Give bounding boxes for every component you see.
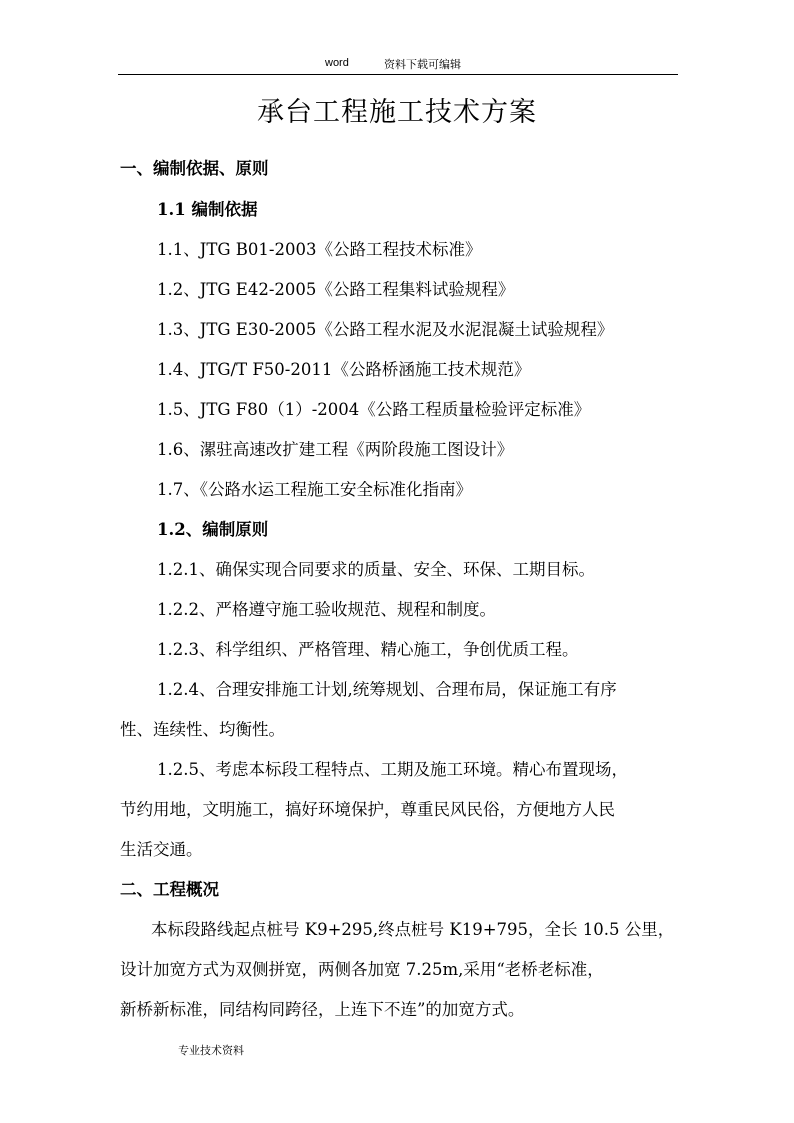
basis-item: 1.5、JTG F80（1）-2004《公路工程质量检验评定标准》: [157, 400, 591, 419]
basis-item: 1.7、《公路水运工程施工安全标准化指南》: [157, 480, 472, 499]
principle-item: 1.2.1、确保实现合同要求的质量、安全、环保、工期目标。: [157, 560, 595, 579]
principle-item-continued: 性、连续性、均衡性。: [120, 720, 285, 739]
principle-item-continued: 生活交通。: [120, 840, 203, 859]
section-heading-2: 二、工程概况: [120, 880, 219, 899]
principle-item: 1.2.3、科学组织、严格管理、精心施工，争创优质工程。: [157, 640, 579, 659]
page-footer: 专业技术资料: [178, 1044, 244, 1057]
overview-paragraph-line: 本标段路线起点桩号 K9+295,终点桩号 K19+795，全长 10.5 公里，: [151, 920, 675, 939]
header-divider: [118, 74, 678, 75]
principle-item-continued: 节约用地，文明施工，搞好环境保护，尊重民风民俗，方便地方人民: [120, 800, 615, 819]
principle-item: 1.2.4、合理安排施工计划,统筹规划、合理布局，保证施工有序: [157, 680, 617, 699]
overview-paragraph-line: 设计加宽方式为双侧拼宽，两侧各加宽 7.25m,采用“老桥老标准，: [120, 960, 604, 979]
subsection-heading-1-2: 1.2、编制原则: [157, 520, 269, 539]
header-left-text: word: [325, 57, 349, 69]
basis-item: 1.2、JTG E42-2005《公路工程集料试验规程》: [157, 280, 515, 299]
principle-item: 1.2.2、严格遵守施工验收规范、规程和制度。: [157, 600, 496, 619]
header-right-text: 资料下载可编辑: [384, 58, 461, 71]
document-title: 承台工程施工技术方案: [257, 97, 537, 128]
overview-paragraph-line: 新桥新标准，同结构同跨径，上连下不连”的加宽方式。: [120, 1000, 525, 1019]
basis-item: 1.3、JTG E30-2005《公路工程水泥及水泥混凝土试验规程》: [157, 320, 614, 339]
header-bar: [118, 56, 678, 74]
basis-item: 1.6、漯驻高速改扩建工程《两阶段施工图设计》: [157, 440, 514, 459]
principle-item: 1.2.5、考虑本标段工程特点、工期及施工环境。精心布置现场，: [157, 760, 628, 779]
subsection-heading-1-1: 1.1 编制依据: [157, 200, 258, 219]
section-heading-1: 一、编制依据、原则: [120, 159, 269, 178]
basis-item: 1.1、JTG B01-2003《公路工程技术标准》: [157, 240, 482, 259]
basis-item: 1.4、JTG/T F50-2011《公路桥涵施工技术规范》: [157, 360, 531, 379]
